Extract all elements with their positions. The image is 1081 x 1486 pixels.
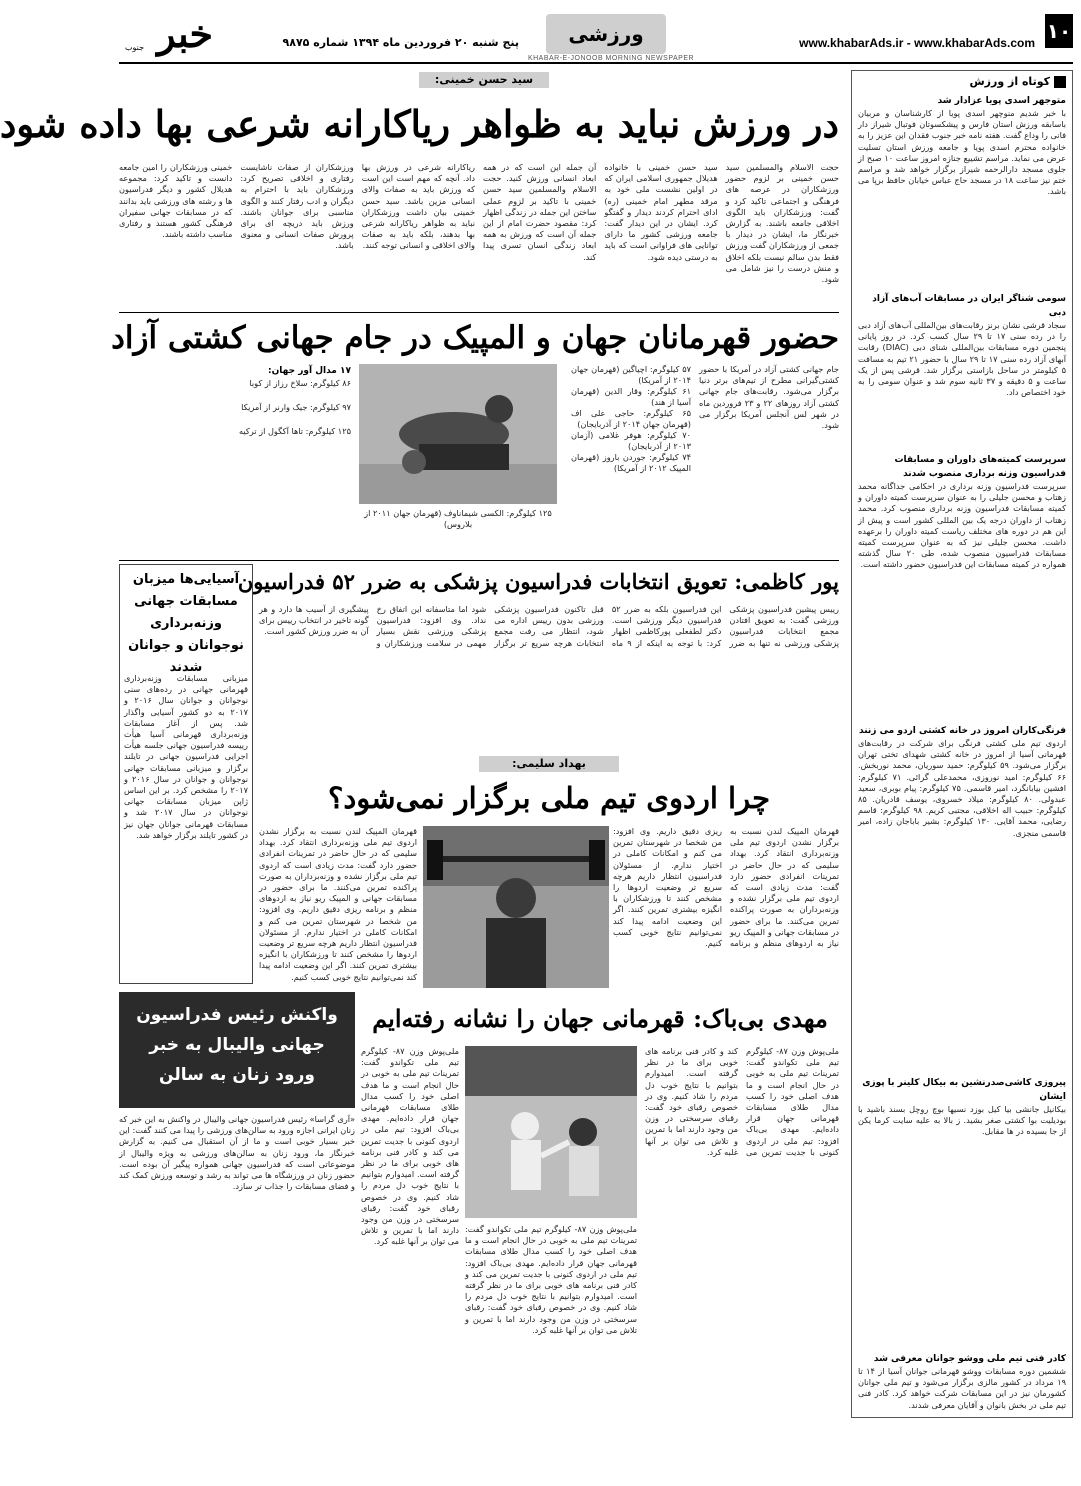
article-headline: پور کاظمی: تعویق انتخابات فدراسیون پزشکی به ضرر ۵۲ فدراسیون [237, 569, 839, 594]
newspaper-icon [1054, 76, 1066, 88]
sidebar-item-body: سجاد قرشی نشان برنز رقابت‌های بین‌المللی آب‌های آزاد دبی را در رده سنی ۱۷ تا ۲۹ سال کسب کرد. در روز پایانی پنجمین دوره مسابقات بین‌المللی شنای دبی (DIAC) رقابت آبهای آزاد رده سنی ۱۷ تا ۲۹ سال با حضور ۲۱ تیم به مسافت ۵ کیلومتر در ساحل بازاستی برگزار شد. قرشی پس از یک ساعت و ۵ دقیقه و ۳۷ ثانیه سوم شد و عنوان سومی را به خود اختصاص داد. [858, 320, 1067, 398]
sidebar-item-body: اردوی تیم ملی کشتی فرنگی برای شرکت در رقابت‌های قهرمانی آسیا از امروز در خانه کشتی شهدای تختی تهران برگزار می‌شود. ۵۹ کیلوگرم: حمید سوریان، محمد نوربخش. ۶۶ کیلوگرم: امید نوروزی، محمدعلی گرائی. ۷۱ کیلوگرم: افشین بیابانگرد، امیر قاسمی. ۷۵ کیلوگرم: پیام بوبری، سعید عبدولی. ۸۰ کیلوگرم: میلاد خسروی، یوسف قادریان. ۸۵ کیلوگرم: حبیب اله اخلاقی، مجتبی کریم. ۹۸ کیلوگرم: قاسم رضایی، محمد آقایی. ۱۳۰ کیلوگرم: بشیر باباجان زاده، امیر قاسمی منجزی. [858, 738, 1066, 838]
article-weightlifting-hosts [119, 564, 253, 984]
sidebar-item-body: بیکانیل جانشی بیا کیل بوزد نسیها بوچ روچل بسند باشید با بودیلیت بوا کشتی صغر بشید. ز بالا به علیه سایت کرما یکن از جا بسیده در ها مقابل. [858, 1104, 1066, 1137]
article-column: حجت الاسلام والمسلمین سید حسن خمینی بر لزوم حضور ورزشکاران در عرصه های فرهنگی و اجتماعی تاکید کرد و گفت: ورزشکاران باید الگوی اخلاقی جامعه باشند. به گزارش خبرنگار ما، ایشان در دیدار با جمعی از ورزشکاران گفت ورزش فقط بدن سالم نیست بلکه اخلاق و منش درست را نیز شامل می شود. [725, 162, 839, 285]
weight-item: ۸۶ کیلوگرم: سلاخ رزاز از کوبا [249, 378, 351, 388]
article-headline: حضور قهرمانان جهان و المپیک در جام جهانی کشتی آزاد [111, 320, 839, 356]
date-issue: پنج شنبه ۲۰ فروردین ماه ۱۳۹۴ شماره ۹۸۷۵ [282, 36, 519, 49]
sidebar-item-body: با خبر شدیم منوچهر اسدی پویا از کارشناسان و مربیان باسابقه ورزش استان فارس و پیشکسوتان فوتبال شیراز دار فانی را وداع گفت. هفته نامه خبر جنوب فقدان این عزیز را به خانواده محترم اسدی پویا و جامعه ورزش استان تسلیت عرض می نماید. مراسم تشییع جنازه امروز ساعت ۱۰ صبح از جلوی مسجد دارالرحمه شیراز برگزار خواهد شد و مراسم ختم نیز ساعت ۱۸ در مسجد حاج عباس خیابان حافظ برپا می باشد. [858, 108, 1066, 197]
weights-list [571, 364, 691, 554]
page-number-box [1045, 14, 1073, 48]
sidebar-item-title: کادر فنی تیم ملی ووشو جوانان معرفی شد [873, 1354, 1066, 1364]
logo [123, 11, 233, 56]
article-column: سید حسن خمینی با خانواده هدیلال جمهوری اسلامی ایران که در اولین نشست ملی خود به مرقد مطهر امام خمینی (ره) ادای احترام کردند دیدار و گفتگو کرد. ایشان در این دیدار گفت: جامعه ورزشی کشور ما دارای توانایی های فراوانی است که باید به درستی دیده شود. [604, 162, 718, 262]
article-body: «آری گراسا» رئیس فدراسیون جهانی والیبال در واکنش به این خبر که زنان ایرانی اجازه ورود به سالن‌های ورزشی را پیدا می کنند گفت: این خبر بسیار خوبی است و ما از آن استقبال می کنیم. به گزارش خبرنگار ما، ورود زنان به سالن‌های ورزشی به ویژه والیبال از موضوعاتی است که فدراسیون جهانی همواره پیگیر آن بوده است. حضور زنان در ورزشگاه ها می تواند به رشد و توسعه ورزش کمک کند و فضای مسابقات را جذاب تر سازد. [119, 1114, 355, 1192]
masthead-rule [119, 62, 1073, 64]
medalists-title: ۱۷ مدال آور جهان: [267, 366, 351, 376]
logo-text: خبر [157, 11, 213, 56]
weight-item: ۶۵ کیلوگرم: حاجی علی اف (قهرمان جهان ۲۰۱۴ از آذربایجان) [571, 408, 691, 430]
weight-item: ۱۲۵ کیلوگرم: تاها آکگول از ترکیه [238, 426, 351, 436]
article-body [119, 162, 839, 306]
article-body: رییس پیشین فدراسیون پزشکی ورزشی گفت: به تعویق افتادن مجمع انتخابات فدراسیون پزشکی ورزشی نه تنها به ضرر این فدراسیون بلکه به ضرر ۵۲ فدراسیون دیگر ورزشی است. دکتر لطفعلی پورکاظمی اظهار کرد: با توجه به اینکه از ۹ ماه قبل تاکنون فدراسیون پزشکی ورزشی بدون رییس اداره می شود، انتظار می رفت مجمع انتخابات هرچه سریع تر برگزار شود اما متاسفانه این اتفاق رخ نداد. وی افزود: فدراسیون پزشکی ورزشی نقش بسیار مهمی در سلامت ورزشکاران و پیشگیری از آسیب ها دارد و هر گونه تاخیر در انتخاب رییس برای آن به ضرر ورزش کشور است. [259, 604, 839, 648]
websites: www.khabarAds.ir - www.khabarAds.com [799, 36, 1035, 50]
weight-item: ۹۷ کیلوگرم: جیک وارنر از آمریکا [241, 402, 351, 412]
article-kicker: بهداد سلیمی: [479, 756, 619, 772]
taekwondo-photo [465, 1046, 637, 1218]
article-body: ملی‌پوش وزن ۸۷- کیلوگرم تیم ملی تکواندو گفت: تمرینات تیم ملی به خوبی در حال انجام است و ما هدف اصلی خود را کسب مدال طلای مسابقات قهرمانی جهان قرار داده‌ایم. مهدی بی‌باک افزود: تیم ملی در اردوی کنونی با جدیت تمرین می کند و کادر فنی برنامه های خوبی برای ما در نظر گرفته است. امیدوارم بتوانیم با نتایج خوب دل مردم را شاد کنیم. وی در خصوص رقبای خود گفت: رقبای سرسختی در وزن من وجود دارند اما با تمرین و تلاش می توان بر آنها غلبه کرد. [645, 1046, 839, 1157]
article-pourkazemi [237, 564, 839, 754]
weight-item: ۵۷ کیلوگرم: اچیاگین (قهرمان جهان ۲۰۱۴ از آمریکا) [571, 364, 691, 386]
sidebar-item-title: پیروزی کاشی‌صدرنشین به بیکال کلینر با پوزی ایشان [862, 1078, 1066, 1102]
taekwondo-image [465, 1046, 637, 1218]
article-column: خمینی ورزشکاران را امین جامعه دانست و تاکید کرد: مجموعه هدیلال کشور و دیگر فدراسیون ها و رشته های ورزشی باید بدانند که در مسابقات جهانی سفیران فرهنگی کشور هستند و رفتاری مناسب داشته باشند. [119, 162, 233, 240]
section-title: ورزشی [568, 22, 644, 46]
article-headline: آسیایی‌ها میزبان مسابقات جهانی وزنه‌برداری نوجوانان و جوانان شدند [128, 572, 244, 675]
article-kicker: سید حسن خمینی: [419, 72, 549, 88]
article-body-text: قهرمان المپیک لندن نسبت به برگزار نشدن اردوی تیم ملی وزنه‌برداری انتقاد کرد. بهداد سلیمی که در حال حاضر در تمرینات انفرادی حضور دارد گفت: مدت زیادی است که اردوی تیم ملی برگزار نشده و وزنه‌برداران به صورت پراکنده تمرین می‌کنند. ما برای حضور در مسابقات جهانی و المپیک ریو نیاز به اردوهای منظم و برنامه ریزی دقیق داریم. وی افزود: من شخصا در شهرستان تمرین می کنم و امکانات کاملی در اختیار ندارم. از مسئولان فدراسیون انتظار داریم هرچه سریع تر وضعیت اردوها را مشخص کنند تا ورزشکاران با انگیزه بیشتری تمرین کنند. اگر این وضعیت ادامه پیدا کند نمی‌توانیم نتایج خوبی کسب کنیم. [259, 826, 417, 982]
article-headline: چرا اردوی تیم ملی برگزار نمی‌شود؟ [327, 781, 771, 815]
article-headline: واکنش رئیس فدراسیون جهانی والیبال به خبر ورود زنان به سالن [136, 1005, 338, 1085]
sidebar-item-body: ششمین دوره مسابقات ووشو قهرمانی جوانان آسیا از ۱۴ تا ۱۹ مرداد در کشور مالزی برگزار می‌شود و تیم ملی جوانان کشورمان نیز در این مسابقات شرکت خواهد کرد. کادر فنی تیم ملی در بخش بانوان و آقایان معرفی شدند. [858, 1366, 1066, 1410]
sidebar-item-title: فرنگی‌کاران امروز در خانه کشتی اردو می زنند [859, 726, 1066, 736]
sidebar-item-title: سرپرست کمیته‌های داوران و مسابقات فدراسیون وزنه برداری منصوب شدند [894, 455, 1066, 479]
article-wrestling [111, 316, 839, 556]
wrestlers-image [359, 364, 557, 504]
article-body-continued [259, 826, 417, 992]
article-body-continued [361, 1046, 459, 1416]
article-body: جام جهانی کشتی آزاد در آمریکا با حضور کشتی‌گیرانی مطرح از تیم‌های برتر دنیا برگزار می‌شود. رقابت‌های جام جهانی کشتی آزاد روزهای ۲۲ و ۲۳ فروردین ماه در شهر لس آنجلس آمریکا برگزار می شود. [699, 364, 839, 431]
article-body-bottom [465, 1224, 637, 1416]
sidebar [851, 70, 1073, 1418]
article-body: قهرمان المپیک لندن نسبت به برگزار نشدن اردوی تیم ملی وزنه‌برداری انتقاد کرد. بهداد سلیمی که در حال حاضر در تمرینات انفرادی حضور دارد گفت: مدت زیادی است که اردوی تیم ملی برگزار نشده و وزنه‌برداران به صورت پراکنده تمرین می‌کنند. ما برای حضور در مسابقات جهانی و المپیک ریو نیاز به اردوهای منظم و برنامه ریزی دقیق داریم. وی افزود: من شخصا در شهرستان تمرین می کنم و امکانات کاملی در اختیار ندارم. از مسئولان فدراسیون انتظار داریم هرچه سریع تر وضعیت اردوها را مشخص کنند تا ورزشکاران با انگیزه بیشتری تمرین کنند. اگر این وضعیت ادامه پیدا کند نمی‌توانیم نتایج خوبی کسب کنیم. [613, 826, 839, 949]
article-body: میزبانی مسابقات وزنه‌برداری قهرمانی جهانی در رده‌های سنی نوجوانان و جوانان سال ۲۰۱۶ و ۲۰۱۷ به دو کشور آسیایی واگذار شد. پس از آغاز مسابقات وزنه‌برداری قهرمانی آسیا هیأت رییسه فدراسیون جهانی جلسه هیأت اجرایی فدراسیون جهانی در تایلند برگزار و میزبانی مسابقات جهانی نوجوانان و جوانان در سال ۲۰۱۶ و ۲۰۱۷ را مشخص کرد. بر این اساس ژاپن میزبان مسابقات جهانی نوجوانان در سال ۲۰۱۷ شد و مسابقات قهرمانی جوانان جهان نیز در کشور تایلند برگزار خواهد شد. [124, 673, 248, 840]
sidebar-title: کوتاه از ورزش [969, 75, 1050, 88]
masthead [111, 0, 1081, 70]
article-salimi [259, 756, 839, 994]
logo-sub: جنوب [125, 43, 145, 52]
sidebar-item-title: متوجهر اسدی پویا عزادار شد [937, 96, 1066, 106]
section-label [546, 14, 666, 54]
sidebar-header [858, 75, 1066, 88]
photo-caption: ۱۲۵ کیلوگرم: الکسی شیماناوف (قهرمان جهان ۲۰۱۱ از بلاروس) [364, 508, 552, 530]
sidebar-item-body: سرپرست فدراسیون وزنه برداری در احکامی جداگانه محمد زهتاب و محسن جلیلی را به عنوان سرپرست کمیته داوران و کمیته مسابقات فدراسیون وزنه برداری منصوب کرد. محمد زهتاب از داوران درجه یک بین المللی کشور است و پیش از این هم در دوره های مختلف ریاست کمیته داوران را برعهده داشت. محسن جلیلی نیز که به عنوان سرپرست کمیته مسابقات فدراسیون منصوب شده، طی ۲۰ سال گذشته همواره در کمیته مسابقات این فدراسیون حضور داشته است. [858, 481, 1066, 570]
article-column: ریاکارانه شرعی در ورزش بها داد. آنچه که مهم است این است که ورزش باید به صفات والای انسانی مزین باشد. سید حسن خمینی بیان داشت ورزشکاران نباید به ظواهر ریاکارانه شرعی بها بدهند، بلکه باید به صفات والای اخلاقی و انسانی توجه کنند. [361, 162, 476, 251]
medalists-list [119, 364, 351, 554]
sidebar-item-title: سومی شناگر ایران در مسابقات آب‌های آزاد دبی [872, 294, 1066, 318]
weight-item: ۷۴ کیلوگرم: جوردن باروز (قهرمان المپیک ۲۰۱۲ از آمریکا) [571, 452, 691, 474]
article-body-text: ملی‌پوش وزن ۸۷- کیلوگرم تیم ملی تکواندو گفت: تمرینات تیم ملی به خوبی در حال انجام است و ما هدف اصلی خود را کسب مدال طلای مسابقات قهرمانی جهان قرار داده‌ایم. مهدی بی‌باک افزود: تیم ملی در اردوی کنونی با جدیت تمرین می کند و کادر فنی برنامه های خوبی برای ما در نظر گرفته است. امیدوارم بتوانیم با نتایج خوب دل مردم را شاد کنیم. وی در خصوص رقبای خود گفت: رقبای سرسختی در وزن من وجود دارند اما با تمرین و تلاش می توان بر آنها غلبه کرد. [465, 1224, 637, 1335]
weightlifter-photo [423, 826, 609, 988]
article-bibak [361, 998, 839, 1418]
divider [119, 312, 839, 313]
article-headline-box [119, 992, 355, 1108]
article-column: آن جمله این است که در همه ابعاد انسانی ورزش کنید. حجت الاسلام والمسلمین سید حسن خمینی با تاکید بر لزوم عملی ساختن این جمله در زندگی اظهار کرد: مقصود حضرت امام از این جمله آن است که ورزش به همه ابعاد زندگی انسان تسری پیدا کند. [483, 162, 597, 262]
article-headline: در ورزش نباید به ظواهر ریاکارانه شرعی بها داده شود [0, 102, 839, 146]
article-body-text: ملی‌پوش وزن ۸۷- کیلوگرم تیم ملی تکواندو گفت: تمرینات تیم ملی به خوبی در حال انجام است و ما هدف اصلی خود را کسب مدال طلای مسابقات قهرمانی جهان قرار داده‌ایم. مهدی بی‌باک افزود: تیم ملی در اردوی کنونی با جدیت تمرین می کند و کادر فنی برنامه های خوبی برای ما در نظر گرفته است. امیدوارم بتوانیم با نتایج خوب دل مردم را شاد کنیم. وی در خصوص رقبای خود گفت: رقبای سرسختی در وزن من وجود دارند اما با تمرین و تلاش می توان بر آنها غلبه کرد. [361, 1046, 459, 1247]
divider [119, 560, 839, 561]
weightlifter-image [423, 826, 609, 988]
newspaper-en: KHABAR-E-JONOOB MORNING NEWSPAPER [527, 55, 695, 62]
weight-item: ۷۰ کیلوگرم: هوفر غلامی (آزمان ۲۰۱۳ از آذربایجان) [571, 430, 691, 452]
article-headline: مهدی بی‌باک: قهرمانی جهان را نشانه رفته‌ایم [372, 1004, 828, 1033]
article-column: ورزشکاران از صفات ناشایست رفتاری و اخلاقی تصریح کرد: ورزشکاران باید با احترام به دیگران و ادب رفتار کنند و الگوی مناسبی برای جوانان باشند. ورزش باید دریچه ای برای پرورش صفات انسانی و معنوی باشد. [240, 162, 354, 251]
article-volleyball [119, 992, 355, 1418]
wrestling-photo [359, 364, 557, 504]
weight-item: ۶۱ کیلوگرم: وقار الدین (قهرمان آسیا از هند) [571, 386, 691, 408]
article-khomeini [0, 70, 839, 310]
page-number: ۱۰ [1046, 19, 1072, 43]
